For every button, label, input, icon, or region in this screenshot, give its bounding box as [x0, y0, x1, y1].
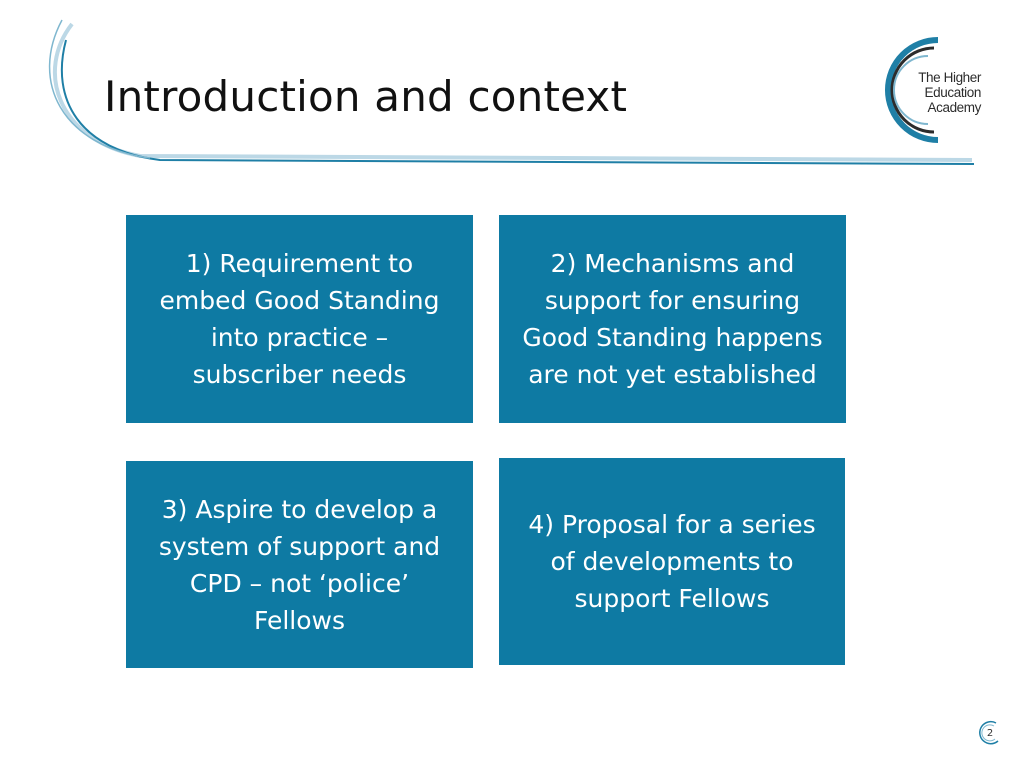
page-number: 2 [986, 727, 994, 739]
content-box-3-text: 3) Aspire to develop a system of support and CPD – not ‘police’ Fellows [158, 494, 441, 635]
content-box-2-text: 2) Mechanisms and support for ensuring Good Standing happens are not yet established [522, 249, 823, 389]
content-box-4-text: 4) Proposal for a series of developments to support Fellows [528, 510, 816, 613]
logo-line-1: The Higher [918, 70, 981, 85]
content-box-3 [126, 461, 473, 668]
hea-logo-text [899, 70, 981, 115]
content-box-4 [499, 458, 845, 665]
page-number-badge [977, 720, 1003, 746]
logo-line-2: Education [924, 85, 981, 100]
content-box-1-text: 1) Requirement to embed Good Standing into practice – subscriber needs [159, 249, 440, 389]
content-box-2 [499, 215, 846, 423]
logo-line-3: Academy [927, 100, 981, 115]
content-box-1 [126, 215, 473, 423]
slide-title: Introduction and context [104, 72, 628, 121]
